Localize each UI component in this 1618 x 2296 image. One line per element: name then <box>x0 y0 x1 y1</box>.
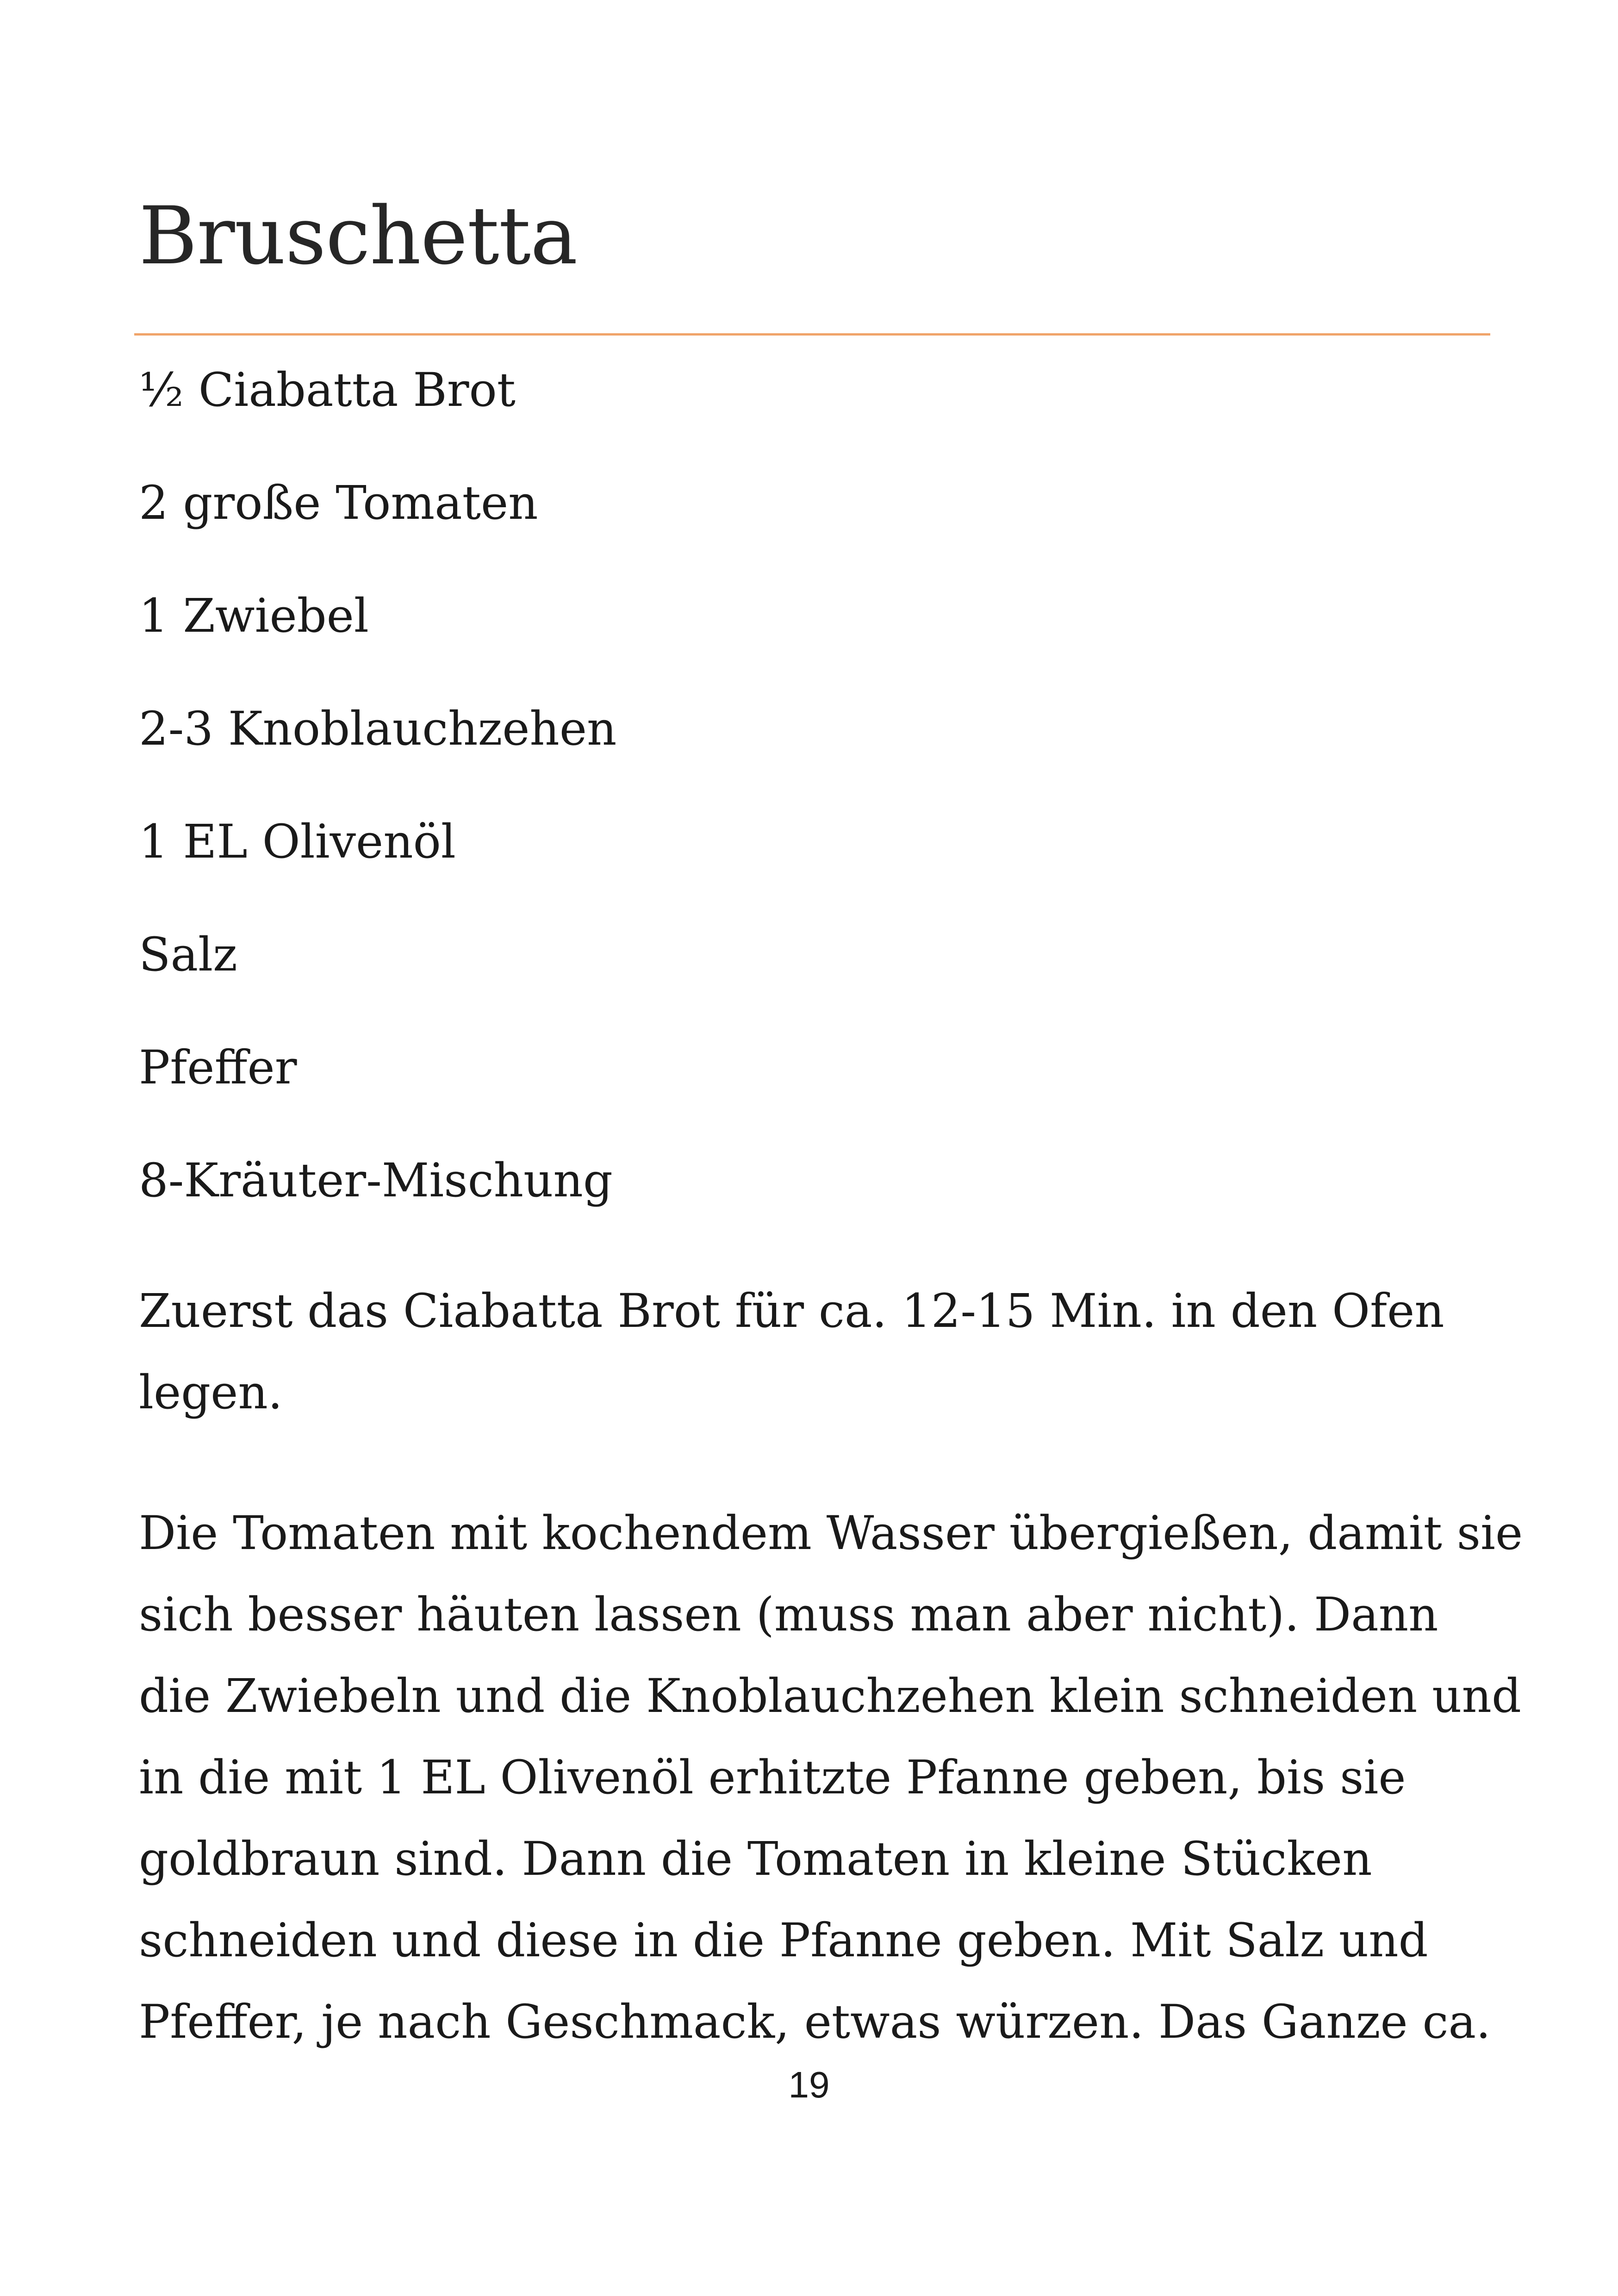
paragraph-line: Zuerst das Ciabatta Brot für ca. 12-15 Min. in den Ofen <box>139 1284 1444 1338</box>
ingredient-item: 2 große Tomaten <box>139 476 538 530</box>
ingredient-list <box>139 360 1481 1263</box>
instruction-paragraph <box>139 1493 1523 2063</box>
paragraph-line: Pfeffer, je nach Geschmack, etwas würzen. Das Ganze ca. <box>139 1995 1491 2049</box>
paragraph-line: legen. <box>139 1365 283 1419</box>
paragraph-line: goldbraun sind. Dann die Tomaten in kleine Stücken <box>139 1832 1372 1886</box>
ingredient-item: Pfeffer <box>139 1040 297 1095</box>
paragraph-line: in die mit 1 EL Olivenöl erhitzte Pfanne geben, bis sie <box>139 1750 1406 1804</box>
ingredient-item: 1 Zwiebel <box>139 589 369 643</box>
ingredient-item: 1 EL Olivenöl <box>139 815 456 869</box>
paragraph-line: schneiden und diese in die Pfanne geben. Mit Salz und <box>139 1913 1428 1967</box>
ingredient-item: 8-Kräuter-Mischung <box>139 1153 613 1207</box>
page-number: 19 <box>788 2064 830 2105</box>
title-divider <box>134 333 1490 336</box>
instruction-paragraph <box>139 1270 1495 1433</box>
ingredient-item: 2-3 Knoblauchzehen <box>139 702 617 756</box>
ingredient-item: Salz <box>139 927 237 982</box>
recipe-title: Bruschetta <box>139 189 578 282</box>
paragraph-line: sich besser häuten lassen (muss man aber nicht). Dann <box>139 1587 1438 1642</box>
ingredient-item: ½ Ciabatta Brot <box>139 363 516 417</box>
paragraph-line: Die Tomaten mit kochendem Wasser übergießen, damit sie <box>139 1506 1523 1560</box>
paragraph-line: die Zwiebeln und die Knoblauchzehen klein schneiden und <box>139 1669 1521 1723</box>
